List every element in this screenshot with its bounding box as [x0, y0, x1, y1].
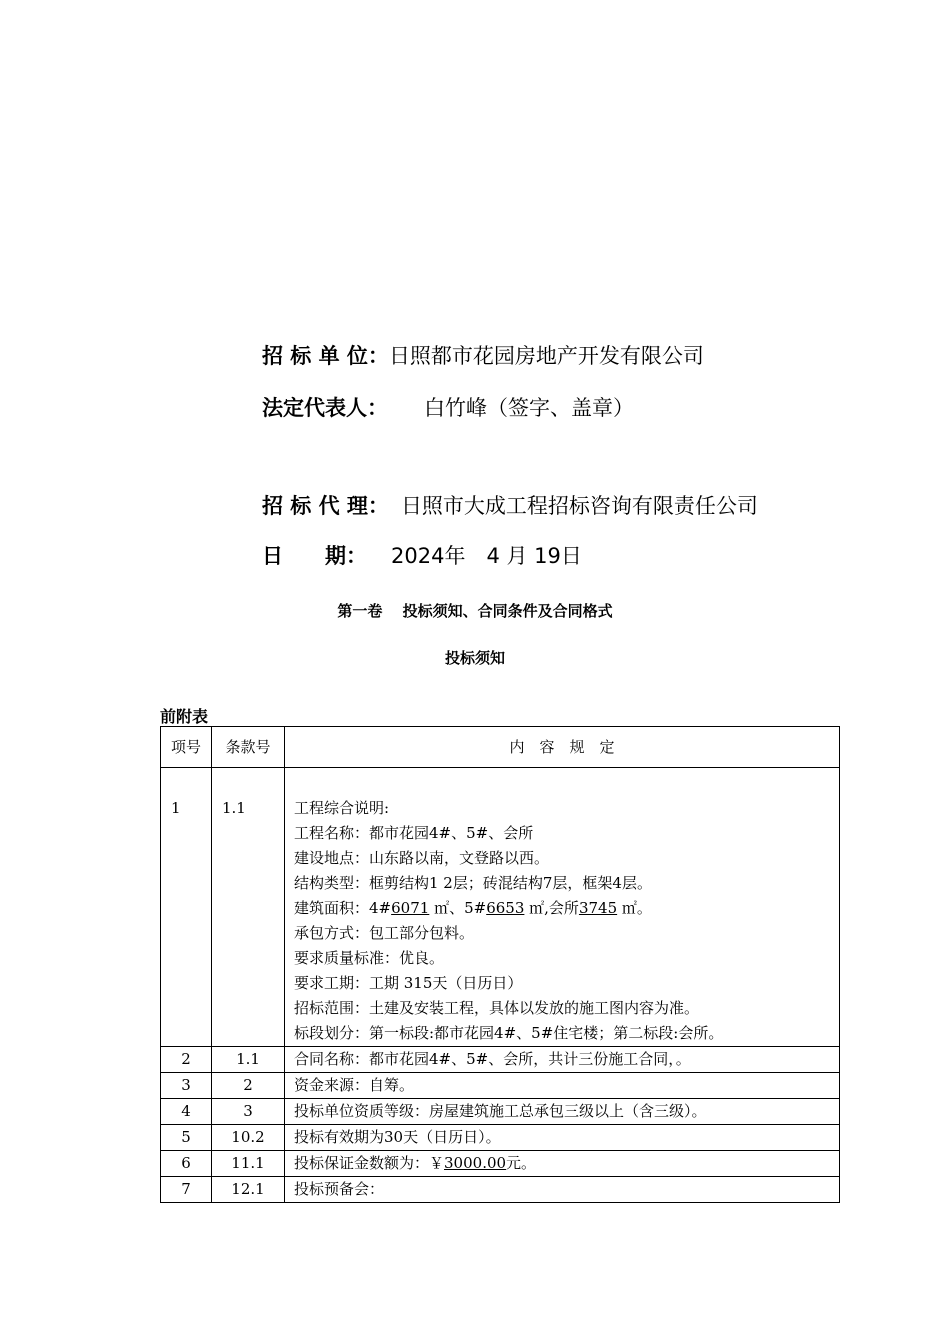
tender-agent-value: 日照市大成工程招标咨询有限责任公司	[400, 494, 758, 518]
deposit-unit: 元。	[506, 1154, 537, 1172]
header-content: 内 容 规 定	[285, 727, 840, 768]
date-line	[262, 540, 582, 570]
date-label: 日 期：	[262, 544, 367, 568]
table-row	[161, 1151, 840, 1177]
content-line: 工程综合说明:	[294, 799, 390, 817]
row-content: 投标有效期为30天（日历日）。	[285, 1125, 840, 1151]
content-line: 要求工期：工期 315天（日历日）	[294, 974, 523, 992]
row-no: 7	[161, 1177, 212, 1203]
row-content: 资金来源：自筹。	[285, 1073, 840, 1099]
date-value: 2024年 4 月 19日	[391, 544, 582, 568]
tender-agent-label: 招 标 代 理：	[262, 494, 389, 518]
deposit-text: 投标保证金数额为：￥	[294, 1154, 445, 1172]
row-no: 1	[161, 768, 212, 1047]
table-row	[161, 768, 840, 1047]
content-line: 工程名称：都市花园4#、5#、会所	[294, 824, 534, 842]
row-clause: 1.1	[212, 768, 285, 1047]
legal-representative-line	[262, 392, 634, 422]
row-no: 5	[161, 1125, 212, 1151]
header-item-no: 项号	[161, 727, 212, 768]
volume-title: 第一卷 投标须知、合同条件及合同格式	[337, 602, 613, 620]
row-clause: 2	[212, 1073, 285, 1099]
tender-agent-line	[262, 490, 758, 520]
row-clause: 1.1	[212, 1047, 285, 1073]
table-row	[161, 1125, 840, 1151]
area-text: 建筑面积：4#	[294, 899, 392, 917]
row-content: 合同名称：都市花园4#、5#、会所，共计三份施工合同，。	[285, 1047, 840, 1073]
appendix-table	[160, 726, 840, 1203]
section-subtitle: 投标须知	[444, 649, 505, 667]
tender-unit-line	[262, 340, 704, 370]
area-text: ㎡、5#	[429, 899, 487, 917]
area-text: ㎡。	[617, 899, 652, 917]
table-header-row	[161, 727, 840, 768]
area-5-value: 6653	[486, 899, 525, 917]
tender-unit-label: 招 标 单 位：	[262, 344, 389, 368]
header-clause-no: 条款号	[212, 727, 285, 768]
content-line: 标段划分：第一标段:都市花园4#、5#住宅楼；第二标段:会所。	[294, 1024, 724, 1042]
row-no: 3	[161, 1073, 212, 1099]
row-content	[285, 768, 840, 1047]
table-row	[161, 1177, 840, 1203]
row-clause: 12.1	[212, 1177, 285, 1203]
row-no: 4	[161, 1099, 212, 1125]
row-content: 投标单位资质等级：房屋建筑施工总承包三级以上（含三级）。	[285, 1099, 840, 1125]
content-line: 要求质量标准：优良。	[294, 949, 445, 967]
area-4-value: 6071	[391, 899, 430, 917]
row-content	[285, 1151, 840, 1177]
legal-representative-label: 法定代表人：	[262, 396, 388, 420]
content-line: 招标范围：土建及安装工程，具体以发放的施工图内容为准。	[294, 999, 700, 1017]
row-clause: 11.1	[212, 1151, 285, 1177]
row-clause: 3	[212, 1099, 285, 1125]
row-no: 6	[161, 1151, 212, 1177]
table-row	[161, 1047, 840, 1073]
tender-unit-value: 日照都市花园房地产开发有限公司	[388, 344, 704, 368]
area-clubhouse-value: 3745	[578, 899, 618, 917]
content-line-area	[294, 896, 839, 921]
row-no: 2	[161, 1047, 212, 1073]
deposit-amount: 3000.00	[444, 1154, 507, 1172]
row-clause: 10.2	[212, 1125, 285, 1151]
table-row	[161, 1099, 840, 1125]
legal-representative-value: 白竹峰（签字、盖章）	[424, 396, 634, 420]
area-text: ㎡,会所	[524, 899, 579, 917]
content-line: 承包方式：包工部分包料。	[294, 924, 475, 942]
row-content: 投标预备会：	[285, 1177, 840, 1203]
content-line: 结构类型：框剪结构1 2层；砖混结构7层，框架4层。	[294, 874, 652, 892]
content-line: 建设地点：山东路以南，文登路以西。	[294, 849, 550, 867]
table-row	[161, 1073, 840, 1099]
table-caption: 前附表	[160, 707, 209, 726]
